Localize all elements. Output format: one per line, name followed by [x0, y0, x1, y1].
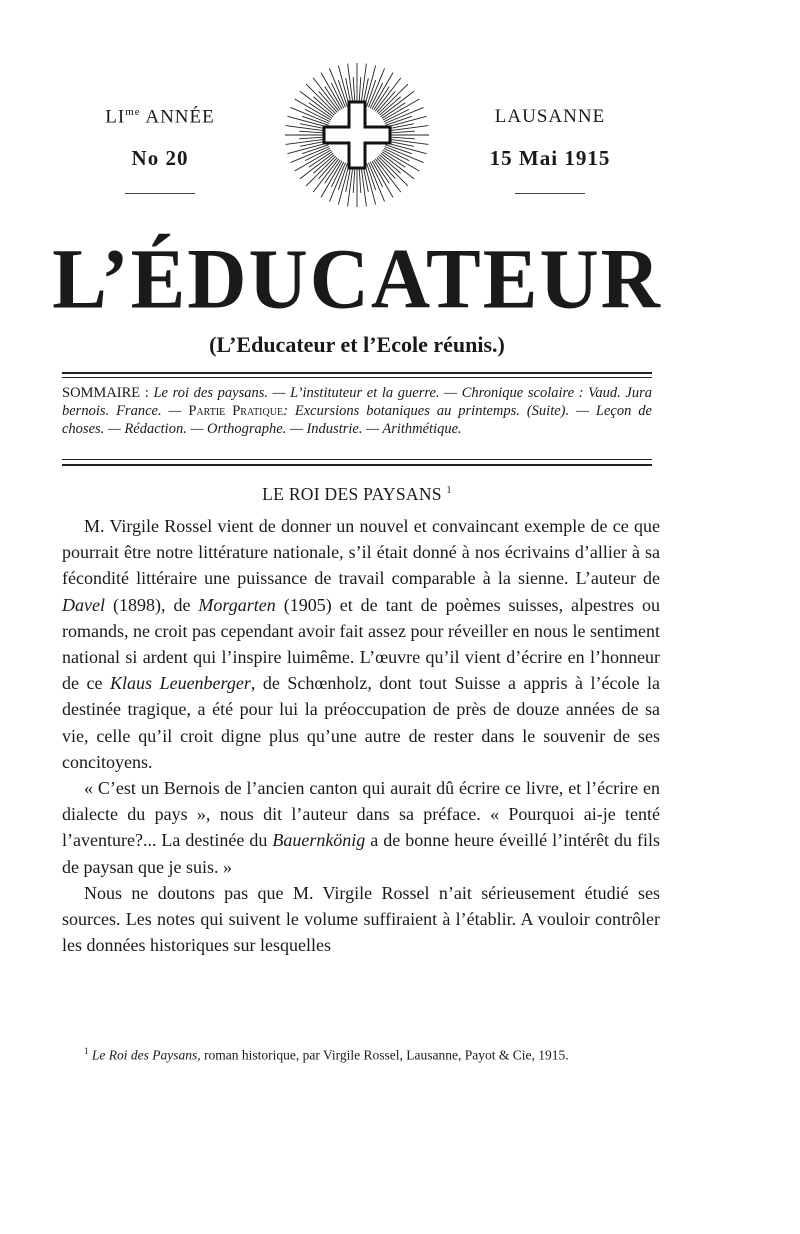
masthead-left: [80, 106, 240, 194]
rule-top: [62, 372, 652, 374]
divider: [125, 193, 195, 194]
sommaire-items-2: : Excursions botaniques au printemps. (Suite). — Leçon de choses. — Rédaction. — Orthographe. — Industrie. — Arithmétique.: [62, 403, 652, 437]
journal-subtitle: (L’Educateur et l’Ecole réunis.): [209, 332, 505, 357]
ray: [387, 139, 429, 144]
volume-year: $LI^{me}$ ANNÉE: [105, 106, 215, 128]
footnote-text: , roman historique, par Virgile Rossel, Lausanne, Payot & Cie, 1915.: [197, 1047, 569, 1063]
issue-date: 15 Mai 1915: [489, 146, 611, 170]
masthead-right: [470, 106, 630, 194]
journal-title: L’ÉDUCATEUR: [52, 230, 662, 327]
divider: [515, 193, 585, 194]
ray: [348, 165, 353, 207]
ray: [361, 64, 366, 106]
city: LAUSANNE: [494, 106, 606, 127]
ray: [348, 64, 353, 106]
sommaire-items-1: Le roi des paysans. — L’instituteur et la guerre. — Chronique scolaire : Vaud. Jura bernois. France. —: [62, 385, 653, 419]
rule-bottom: [62, 464, 652, 466]
swiss-cross-emblem-icon: [282, 60, 432, 210]
footnote-mark: 1: [84, 1046, 89, 1056]
footnote: [62, 1043, 660, 1064]
issue-number: No 20: [131, 146, 189, 171]
ray: [286, 139, 328, 144]
ray: [387, 126, 429, 131]
rule-bottom-thin: [62, 459, 652, 460]
footnote-book-title: Le Roi des Paysans: [91, 1047, 198, 1063]
sommaire-label: SOMMAIRE :: [62, 385, 149, 401]
article-title: LE ROI DES PAYSANS $^1$: [262, 484, 452, 504]
footnote-ref: 1: [446, 485, 452, 497]
ray: [361, 165, 366, 207]
paragraph-3: Nous ne doutons pas que M. Virgile Rossel n’ait sérieusement étudié ses sources. Les notes qui suivent le volume suffiraient à l’établir. A vouloir contrôler les données historiques sur lesquelles: [62, 882, 660, 956]
rule-top-thin: [62, 377, 652, 378]
ray: [286, 126, 328, 131]
paragraph-2: « C’est un Bernois de l’ancien canton qui aurait dû écrire ce livre, et l’écrire en dialecte du pays », nous dit l’auteur dans sa préface. « Pourquoi ai-je tenté l’aventure?... La destinée du Bauernkönig a de bonne heure éveillé l’intérêt du fils de paysan que je suis. »: [62, 778, 661, 877]
article-body: [62, 513, 660, 958]
sommaire-partie-pratique: Partie Pratique: [188, 403, 284, 419]
table-of-contents: [62, 384, 652, 438]
paragraph-1: M. Virgile Rossel vient de donner un nouvel et convaincant exemple de ce que pourrait être notre littérature nationale, s’il était donné à nos écrivains d’allier à sa fécondité littéraire une puissance de travail comparable à la sienne. L’auteur de Davel (1898), de Morgarten (1905) et de tant de poèmes suisses, alpestres ou romands, ne croit pas cependant avoir fait assez pour réveiller en nous le sentiment national si ardent qui l’inspire luimême. L’œuvre qu’il vient d’écrire en l’honneur de ce Klaus Leuenberger, de Schœnholz, dont tout Suisse a appris à l’école la destinée tragique, a été pour lui la préoccupation de près de douze années de sa vie, celle qu’il croit digne plus qu’une autre de rester dans le souvenir de ses concitoyens.: [62, 516, 661, 772]
